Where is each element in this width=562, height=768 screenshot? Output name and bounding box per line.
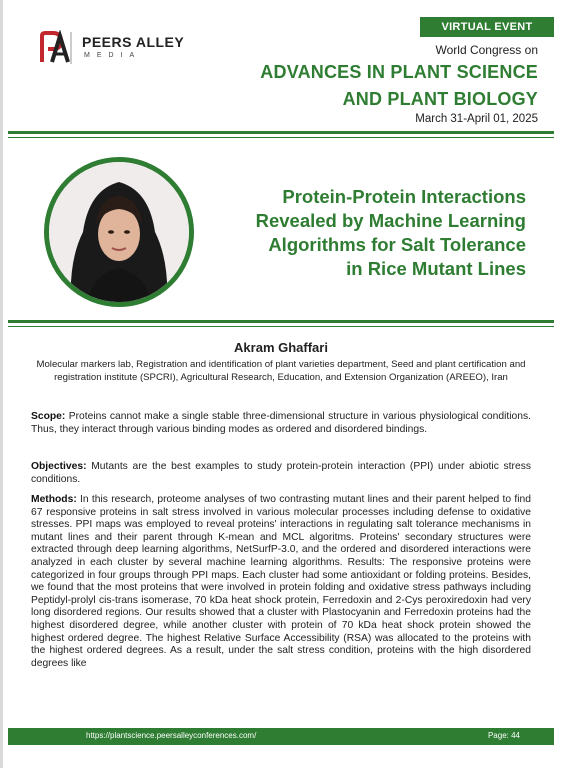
page-edge bbox=[0, 0, 3, 768]
virtual-event-badge: VIRTUAL EVENT bbox=[420, 17, 554, 37]
talk-title-line: Protein-Protein Interactions bbox=[282, 186, 526, 207]
talk-title bbox=[196, 185, 526, 281]
congress-label: World Congress on bbox=[435, 43, 538, 57]
talk-title-line: Algorithms for Salt Tolerance bbox=[268, 234, 526, 255]
talk-title-line: Revealed by Machine Learning bbox=[255, 210, 526, 231]
author-affiliation: Molecular markers lab, Registration and identification of plant varieties department, Seed and plant certification and registration institute (SPCRI), Agricultural Research, Education, and Extension Organization (AREEO), Iran bbox=[36, 359, 526, 383]
conference-website-link[interactable]: https://plantscience.peersalleyconferences.com/ bbox=[86, 731, 257, 740]
logo-mark-icon bbox=[38, 30, 74, 66]
speaker-portrait-icon bbox=[49, 162, 189, 302]
conference-dates: March 31-April 01, 2025 bbox=[415, 113, 538, 125]
author-name: Akram Ghaffari bbox=[234, 340, 328, 355]
logo-subtitle: MEDIA bbox=[84, 52, 142, 59]
objectives-paragraph bbox=[31, 461, 531, 486]
conference-title-line1: ADVANCES IN PLANT SCIENCE bbox=[260, 62, 538, 82]
talk-title-line: in Rice Mutant Lines bbox=[346, 258, 526, 279]
page-number: Page: 44 bbox=[487, 731, 520, 740]
scope-label: Scope: bbox=[31, 411, 66, 422]
methods-paragraph bbox=[31, 494, 531, 670]
objectives-text: Mutants are the best examples to study protein-protein interaction (PPI) under abiotic stress conditions. bbox=[31, 461, 531, 485]
peers-alley-logo bbox=[38, 30, 188, 66]
methods-text: In this research, proteome analyses of two contrasting mutant lines and their parent helped to find 67 responsive proteins in salt stress involved in various molecular processes including defense to oxidative stresses. PPI maps was employed to reveal proteins' interactions in regulating salt tolerance mechanisms in mutant lines and their parent through K-mean and MCL algoritms. Proteins' secondary structures were extracted through deep learning algorithms, NetSurfP-3.0, and the ordered and disordered interactions were analyzed in each cluster by several machine learning algorithms. Results: The responsive proteins were categorized in four groups through PPI maps. Each cluster had some antioxidant or folding proteins. Besides, we found that the most proteins that were involved in protein folding and oxidative stress pathways including Peptidyl-prolyl cis-trans isomerase, 70 kDa heat shock protein, Ferredoxin and 2-Cys peroxiredoxin had very long disordered regions. Our results showed that a cluster with Plastocyanin and Ferredoxin proteins had the highest disordered degree, while another cluster with protein of 70 kDa heat shock protein showed the highest ordered degree. The highest Relative Surface Accessibility (RSA) was allocated to the proteins with the highest ordered degrees. As a result, under the salt stress condition, proteins with the high disordered degrees like bbox=[31, 494, 531, 669]
methods-label: Methods: bbox=[31, 494, 77, 505]
speaker-photo bbox=[44, 157, 194, 307]
title-divider bbox=[8, 320, 554, 323]
logo-wordmark: PEERS ALLEY bbox=[82, 34, 185, 50]
scope-paragraph bbox=[31, 411, 531, 436]
scope-text: Proteins cannot make a single stable three-dimensional structure in various physiological conditions. Thus, they interact through various binding modes as ordered and disordered bindings. bbox=[31, 411, 531, 435]
title-divider-thin bbox=[8, 326, 554, 327]
footer-bar bbox=[8, 728, 554, 745]
objectives-label: Objectives: bbox=[31, 461, 87, 472]
header-divider-thin bbox=[8, 137, 554, 138]
header-divider bbox=[8, 131, 554, 134]
conference-title-line2: AND PLANT BIOLOGY bbox=[342, 89, 538, 109]
